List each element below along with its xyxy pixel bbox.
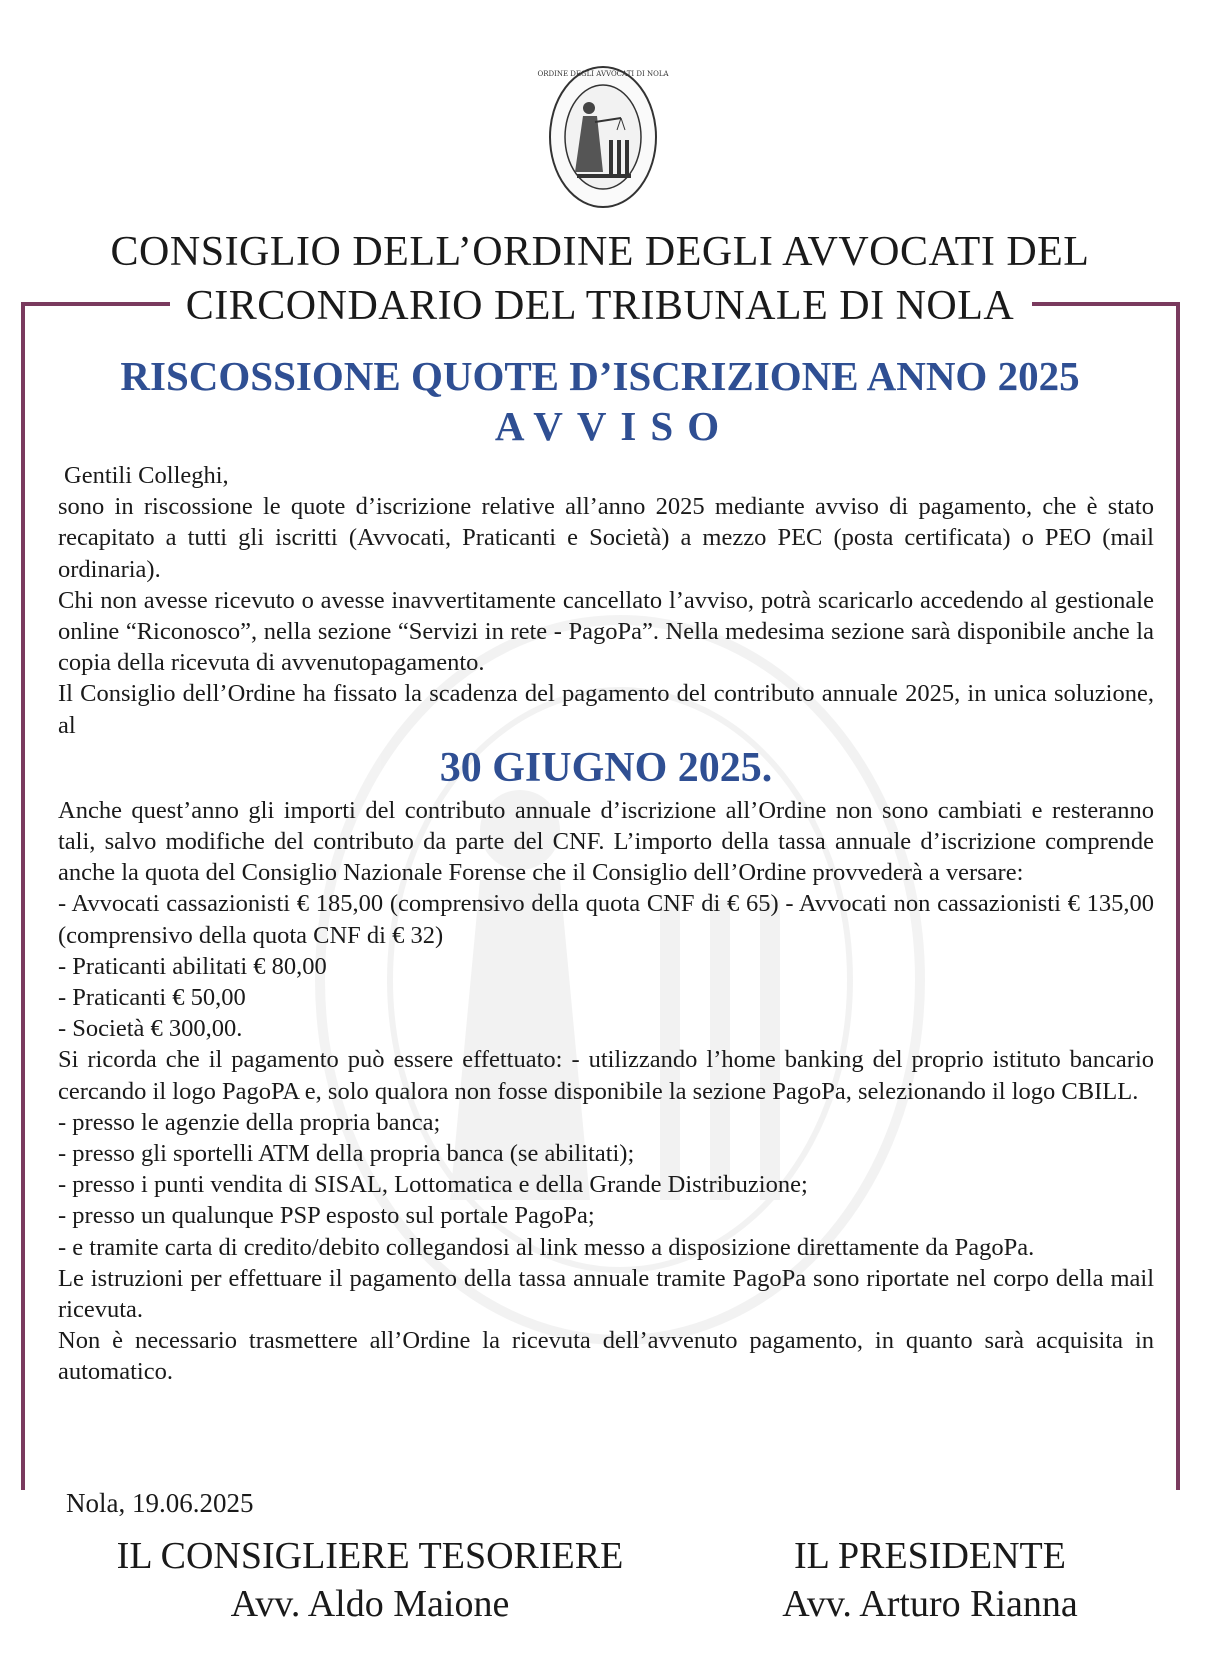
bar-association-seal-icon: [537, 64, 669, 210]
notice-body: [58, 460, 1154, 1388]
fee-item: - Praticanti € 50,00: [58, 984, 246, 1012]
paragraph-4: Anche quest’anno gli importi del contributo annuale d’iscrizione all’Ordine non sono cambiati e resteranno tali, salvo modifiche del contributo da parte del CNF. L’importo della tassa annuale d’iscrizione comprende anche la quota del Consiglio Nazionale Forense che il Consiglio dell’Ordine provvederà a versare:: [58, 796, 1154, 887]
frame-top-right: [1032, 302, 1180, 306]
fee-item: - Praticanti abilitati € 80,00: [58, 952, 327, 980]
fee-item: - Avvocati cassazionisti € 185,00 (comprensivo della quota CNF di € 65) - Avvocati non cassazionisti € 135,00 (comprensivo della quota CNF di € 32): [58, 890, 1154, 949]
council-title-line1: CONSIGLIO DELL’ORDINE DEGLI AVVOCATI DEL: [110, 229, 1090, 275]
paragraph-7: Non è necessario trasmettere all’Ordine la ricevuta dell’avvenuto pagamento, in quanto sarà acquisita in automatico.: [58, 1327, 1154, 1386]
paragraph-5: Si ricorda che il pagamento può essere effettuato: - utilizzando l’home banking del proprio istituto bancario cercando il logo PagoPA e, solo qualora non fosse disponibile la sezione PagoPa, selezionando il logo CBILL.: [58, 1046, 1154, 1105]
payment-method-item: - presso le agenzie della propria banca;: [58, 1108, 441, 1136]
frame-right: [1176, 302, 1180, 1490]
treasurer-role: IL CONSIGLIERE TESORIERE: [116, 1535, 624, 1577]
payment-method-item: - e tramite carta di credito/debito collegandosi al link messo a disposizione direttamente da PagoPa.: [58, 1233, 1035, 1261]
deadline-date: 30 GIUGNO 2025.: [439, 744, 773, 791]
signature-president: [740, 1532, 1120, 1628]
paragraph-3: Il Consiglio dell’Ordine ha fissato la scadenza del pagamento del contributo annuale 2025, in unica soluzione, al: [58, 680, 1154, 739]
svg-text:ORDINE DEGLI AVVOCATI DI NOLA: ORDINE DEGLI AVVOCATI DI NOLA: [537, 70, 669, 78]
notice-heading: RISCOSSIONE QUOTE D’ISCRIZIONE ANNO 2025: [120, 353, 1080, 399]
paragraph-1: sono in riscossione le quote d’iscrizione relative all’anno 2025 mediante avviso di pagamento, che è stato recapitato a tutti gli iscritti (Avvocati, Praticanti e Società) a mezzo PEC (posta certificata) o PEO (mail ordinaria).: [58, 493, 1154, 583]
paragraph-2: Chi non avesse ricevuto o avesse inavvertitamente cancellato l’avviso, potrà scaricarlo accedendo al gestionale online “Riconosco”, nella sezione “Servizi in rete - PagoPa”. Nella medesima sezione sarà disponibile anche la copia della ricevuta di avvenutopagamento.: [58, 586, 1154, 677]
frame-left: [21, 302, 25, 1490]
signature-treasurer: [90, 1532, 650, 1628]
payment-method-item: - presso i punti vendita di SISAL, Lottomatica e della Grande Distribuzione;: [58, 1171, 808, 1199]
paragraph-6: Le istruzioni per effettuare il pagamento della tassa annuale tramite PagoPa sono riportate nel corpo della mail ricevuta.: [58, 1264, 1154, 1324]
place-date: Nola, 19.06.2025: [66, 1488, 254, 1518]
frame-top-left: [21, 302, 170, 306]
president-name: Avv. Arturo Rianna: [782, 1583, 1078, 1625]
notice-subheading: AVVISO: [494, 403, 734, 449]
council-title-line2: CIRCONDARIO DEL TRIBUNALE DI NOLA: [185, 283, 1015, 329]
fee-item: - Società € 300,00.: [58, 1015, 243, 1043]
payment-method-item: - presso gli sportelli ATM della propria banca (se abilitati);: [58, 1140, 635, 1168]
payment-method-item: - presso un qualunque PSP esposto sul portale PagoPa;: [58, 1202, 595, 1230]
treasurer-name: Avv. Aldo Maione: [230, 1583, 510, 1625]
greeting: Gentili Colleghi,: [64, 462, 229, 489]
president-role: IL PRESIDENTE: [794, 1535, 1066, 1577]
